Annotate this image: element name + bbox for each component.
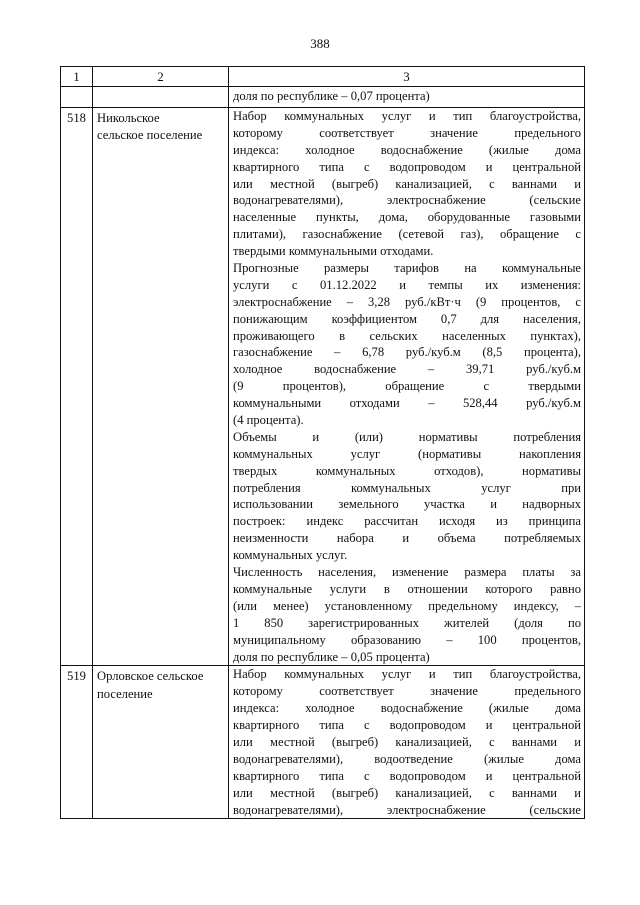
text-line: коммунальными отходами – 528,44 руб./куб.м: [233, 396, 581, 411]
header-col-1: 1: [61, 67, 93, 87]
text-line: Численность населения, изменение размера платы за: [233, 565, 581, 580]
settlement-name-line: Никольское: [97, 111, 160, 125]
text-line: индекса: холодное водоснабжение (жилые дома: [233, 701, 581, 716]
description-paragraph: [233, 564, 581, 665]
tariff-table: [60, 66, 585, 819]
text-line: которому соответствует значение предельного: [233, 125, 581, 140]
header-col-2: 2: [93, 67, 229, 87]
text-line: неизменности набора и объема потребляемых: [233, 531, 581, 546]
text-line: понижающим коэффициентом 0,7 для населения,: [233, 311, 581, 326]
table-row: [61, 108, 585, 666]
text-line: (9 процентов), обращение с твердыми: [233, 379, 581, 394]
row-number: 519: [61, 666, 93, 819]
text-line: или местной (выгреб) канализацией, с ваннами и: [233, 176, 581, 191]
text-line: муниципальному образованию – 100 процентов,: [233, 632, 581, 647]
description-paragraph: [233, 666, 581, 818]
text-line: использовании земельного участка и надворных: [233, 497, 581, 512]
description-paragraph: [233, 429, 581, 564]
text-line: квартирного типа с водопроводом и центральной: [233, 159, 581, 174]
text-line: населенные пункты, дома, оборудованные газовыми: [233, 210, 581, 225]
text-line: электроснабжение – 3,28 руб./кВт·ч (9 процентов, с: [233, 294, 581, 309]
settlement-name: [93, 666, 229, 819]
row-description: [229, 666, 585, 819]
table-rows: [61, 108, 585, 819]
row-number: 518: [61, 108, 93, 666]
text-line: коммунальных услуг (нормативы накопления: [233, 446, 581, 461]
continuation-row: [61, 87, 585, 108]
text-line: квартирного типа с водопроводом и центральной: [233, 768, 581, 783]
header-col-3: 3: [229, 67, 585, 87]
text-line: потребления коммунальных услуг при: [233, 480, 581, 495]
text-line: проживающего в сельских населенных пунктах),: [233, 328, 581, 343]
text-line: водонагревателями), электроснабжение (сельские: [233, 802, 581, 817]
text-line: построек: индекс рассчитан исходя из принципа: [233, 514, 581, 529]
text-line: или местной (выгреб) канализацией, с ваннами и: [233, 785, 581, 800]
text-line: водонагревателями), электроснабжение (сельские: [233, 193, 581, 208]
text-line: которому соответствует значение предельного: [233, 684, 581, 699]
text-line: Набор коммунальных услуг и тип благоустройства,: [233, 667, 581, 682]
settlement-name: [93, 108, 229, 666]
text-line: индекса: холодное водоснабжение (жилые дома: [233, 142, 581, 157]
text-line: плитами), газоснабжение (сетевой газ), обращение с: [233, 227, 581, 242]
page-number: 388: [310, 36, 330, 51]
text-line: холодное водоснабжение – 39,71 руб./куб.м: [233, 362, 581, 377]
text-line: (или менее) установленному предельному индексу, –: [233, 598, 581, 613]
text-line: Прогнозные размеры тарифов на коммунальные: [233, 261, 581, 276]
row-description: [229, 108, 585, 666]
text-line: (4 процента).: [233, 413, 304, 428]
table-header-row: [61, 67, 585, 87]
table-row: [61, 666, 585, 819]
text-line: коммунальные услуги в отношении которого равно: [233, 581, 581, 596]
text-line: коммунальных услуг.: [233, 548, 348, 563]
text-line: Набор коммунальных услуг и тип благоустройства,: [233, 109, 581, 123]
description-paragraph: [233, 108, 581, 260]
text-line: или местной (выгреб) канализацией, с ваннами и: [233, 734, 581, 749]
text-line: 1 850 зарегистрированных жителей (доля по: [233, 615, 581, 630]
settlement-name-line: Орловское сельское: [97, 669, 204, 684]
text-line: твердыми коммунальными отходами.: [233, 244, 434, 259]
description-paragraph: [233, 260, 581, 429]
continued-text: доля по республике – 0,07 процента): [233, 89, 430, 103]
text-line: Объемы и (или) нормативы потребления: [233, 429, 581, 444]
text-line: квартирного типа с водопроводом и центральной: [233, 718, 581, 733]
text-line: доля по республике – 0,05 процента): [233, 649, 430, 664]
text-line: водонагревателями), водоотведение (жилые дома: [233, 751, 581, 766]
text-line: услуги с 01.12.2022 и темпы их изменения:: [233, 277, 581, 292]
text-line: газоснабжение – 6,78 руб./куб.м (8,5 процента),: [233, 345, 581, 360]
settlement-name-line: сельское поселение: [97, 128, 203, 143]
settlement-name-line: поселение: [97, 686, 153, 701]
text-line: твердых коммунальных отходов), нормативы: [233, 463, 581, 478]
